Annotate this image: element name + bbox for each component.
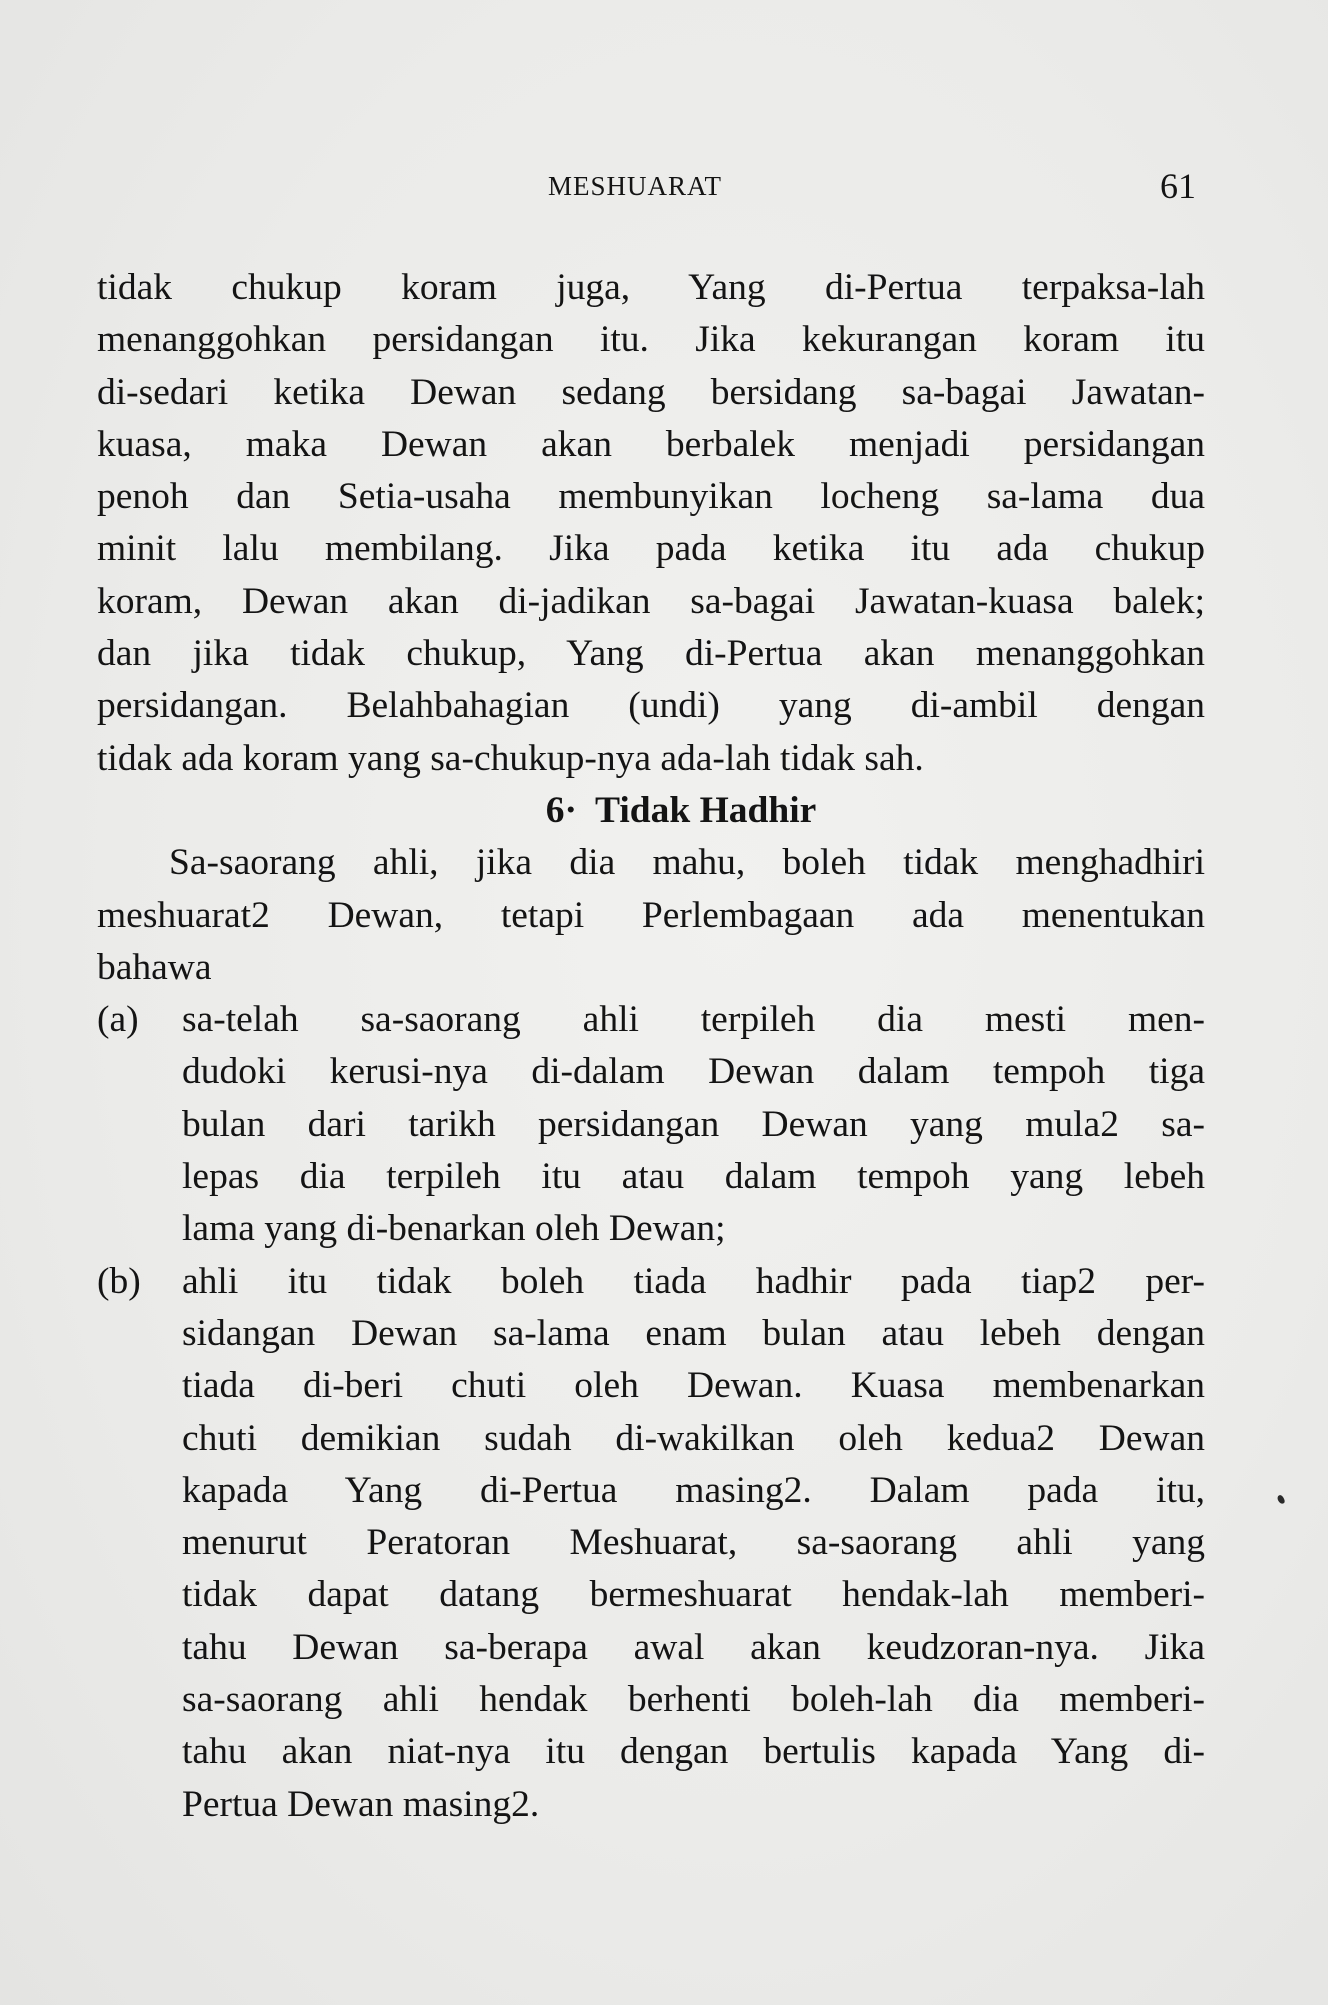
section-title: Tidak Hadhir xyxy=(594,789,817,831)
text-line: sidangan Dewan sa-lama enam bulan atau lebeh dengan xyxy=(182,1312,1205,1354)
paragraph-intro xyxy=(97,837,1205,889)
paragraph-intro-continued xyxy=(97,890,1205,995)
text-line: dan jika tidak chukup, Yang di-Pertua akan menanggohkan xyxy=(97,633,1205,675)
list-item-a xyxy=(97,994,1205,1255)
list-item-label: (a) xyxy=(97,999,139,1041)
text-line: ahli itu tidak boleh tiada hadhir pada tiap2 per- xyxy=(182,1260,1205,1302)
running-title: MESHUARAT xyxy=(548,171,723,201)
text-line: menurut Peratoran Meshuarat, sa-saorang ahli yang xyxy=(182,1522,1205,1564)
text-line: sa-telah sa-saorang ahli terpileh dia mesti men- xyxy=(182,999,1205,1041)
text-line: meshuarat2 Dewan, tetapi Perlembagaan ada menentukan xyxy=(97,894,1205,936)
text-line: di-sedari ketika Dewan sedang bersidang sa-bagai Jawatan- xyxy=(97,371,1205,413)
text-line: chuti demikian sudah di-wakilkan oleh kedua2 Dewan xyxy=(182,1417,1205,1459)
text-line: menanggohkan persidangan itu. Jika kekurangan koram itu xyxy=(97,319,1205,361)
text-line: lepas dia terpileh itu atau dalam tempoh yang lebeh xyxy=(182,1156,1205,1198)
text-line: minit lalu membilang. Jika pada ketika itu ada chukup xyxy=(97,528,1205,570)
text-line: tidak ada koram yang sa-chukup-nya ada-lah tidak sah. xyxy=(97,737,924,779)
body-text xyxy=(97,262,1205,1831)
text-line: bulan dari tarikh persidangan Dewan yang mula2 sa- xyxy=(182,1103,1205,1145)
text-line: dudoki kerusi-nya di-dalam Dewan dalam tempoh tiga xyxy=(182,1051,1205,1093)
text-line: bahawa xyxy=(97,946,212,988)
text-line: lama yang di-benarkan oleh Dewan; xyxy=(182,1208,726,1250)
text-line: Pertua Dewan masing2. xyxy=(182,1783,540,1825)
text-line: tiada di-beri chuti oleh Dewan. Kuasa membenarkan xyxy=(182,1365,1205,1407)
text-line: persidangan. Belahbahagian (undi) yang di-ambil dengan xyxy=(97,685,1205,727)
paragraph-continuation xyxy=(97,262,1205,785)
text-line: tahu Dewan sa-berapa awal akan keudzoran-nya. Jika xyxy=(182,1626,1205,1668)
section-number: 6· xyxy=(545,789,577,831)
text-line: Sa-saorang ahli, jika dia mahu, boleh tidak menghadhiri xyxy=(169,842,1205,884)
list-item-b xyxy=(97,1256,1205,1831)
text-line: tidak dapat datang bermeshuarat hendak-lah memberi- xyxy=(182,1574,1205,1616)
text-line: tidak chukup koram juga, Yang di-Pertua terpaksa-lah xyxy=(97,267,1205,308)
text-line: kuasa, maka Dewan akan berbalek menjadi persidangan xyxy=(97,423,1205,465)
text-line: tahu akan niat-nya itu dengan bertulis kapada Yang di- xyxy=(182,1731,1205,1773)
page-number: 61 xyxy=(1160,166,1196,206)
text-line: sa-saorang ahli hendak berhenti boleh-lah dia memberi- xyxy=(182,1679,1205,1721)
text-line: koram, Dewan akan di-jadikan sa-bagai Jawatan-kuasa balek; xyxy=(97,580,1205,622)
ink-fleck xyxy=(1276,1494,1285,1505)
running-head xyxy=(0,165,1328,205)
section-heading xyxy=(97,785,1205,837)
list-item-label: (b) xyxy=(97,1260,141,1302)
text-line: penoh dan Setia-usaha membunyikan locheng sa-lama dua xyxy=(97,476,1205,518)
text-line: kapada Yang di-Pertua masing2. Dalam pada itu, xyxy=(182,1469,1205,1511)
